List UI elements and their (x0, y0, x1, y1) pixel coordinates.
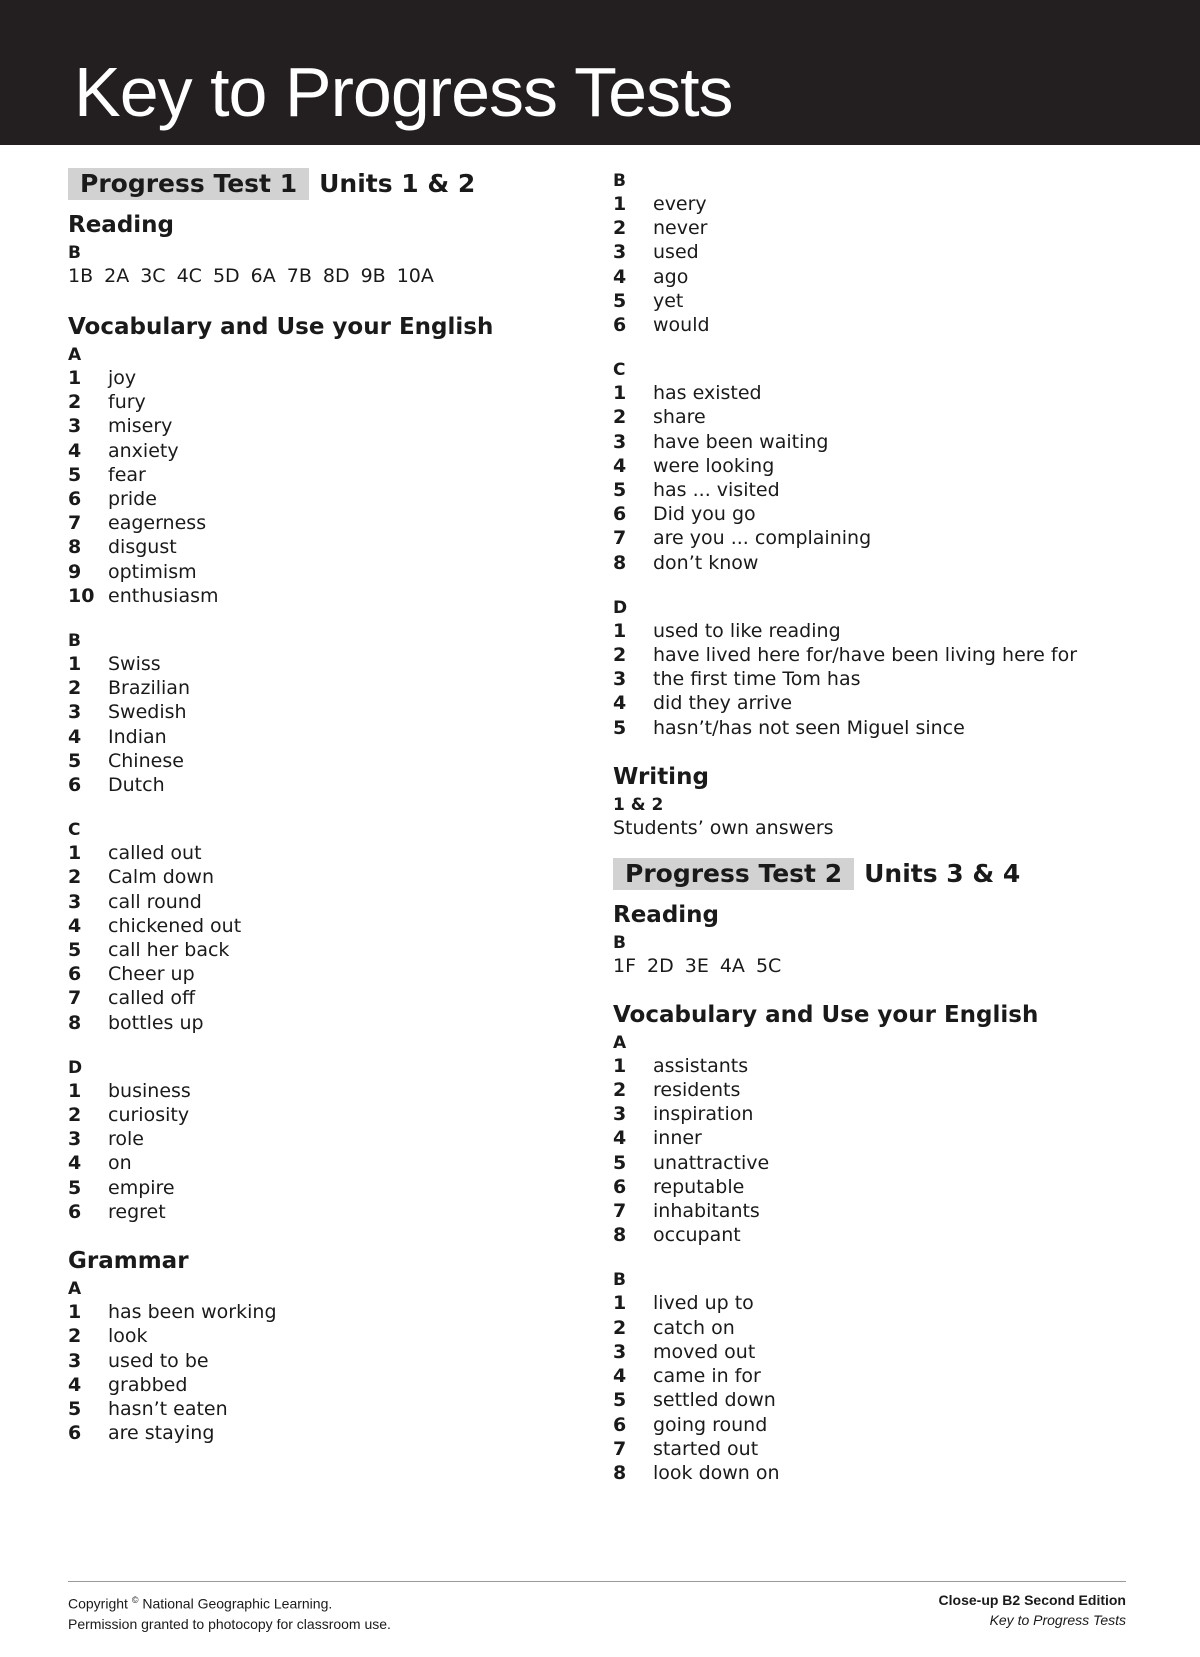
test1-grammar-b-list (613, 192, 1133, 337)
item-number: 10 (68, 584, 95, 607)
item-answer: Cheer up (108, 963, 195, 986)
item-answer: called off (108, 987, 196, 1010)
item-answer: disgust (108, 536, 177, 559)
list-item (613, 1388, 1133, 1412)
item-answer: misery (108, 415, 173, 438)
item-answer: hasn’t/has not seen Miguel since (653, 716, 965, 739)
item-number: 4 (613, 265, 627, 288)
item-number: 7 (68, 987, 82, 1010)
item-number: 3 (613, 430, 627, 453)
test1-writing-sub: 1 & 2 (613, 794, 664, 815)
item-number: 3 (613, 668, 627, 691)
item-number: 2 (68, 391, 82, 414)
answer-item: 1F (613, 954, 637, 977)
item-number: 5 (68, 749, 82, 772)
list-item (613, 1291, 1133, 1315)
item-answer: on (108, 1152, 132, 1175)
item-number: 6 (68, 1200, 82, 1223)
item-answer: moved out (653, 1340, 756, 1363)
item-number: 7 (613, 1437, 627, 1460)
item-number: 7 (613, 527, 627, 550)
list-item (613, 1437, 1133, 1461)
item-number: 2 (613, 1079, 627, 1102)
item-answer: were looking (653, 454, 775, 477)
list-item (68, 560, 588, 584)
item-number: 1 (613, 1054, 627, 1077)
item-number: 3 (68, 701, 82, 724)
item-answer: fury (108, 391, 146, 414)
item-number: 1 (68, 1079, 82, 1102)
list-item (68, 1200, 588, 1224)
item-answer: would (653, 314, 710, 337)
item-number: 3 (613, 1340, 627, 1363)
list-item (613, 265, 1133, 289)
item-answer: chickened out (108, 914, 242, 937)
test1-vocab-b-label: B (68, 631, 81, 652)
item-number: 2 (613, 644, 627, 667)
item-number: 6 (68, 1422, 82, 1445)
list-item (68, 890, 588, 914)
list-item (613, 526, 1133, 550)
test1-reading-sub: B (68, 243, 81, 263)
list-item (613, 716, 1133, 740)
list-item (68, 463, 588, 487)
item-answer: used to like reading (653, 619, 841, 642)
item-answer: Chinese (108, 749, 184, 772)
item-number: 3 (68, 890, 82, 913)
item-answer: eagerness (108, 512, 207, 535)
item-answer: anxiety (108, 439, 179, 462)
item-number: 8 (613, 1224, 627, 1247)
item-answer: Dutch (108, 774, 165, 797)
item-number: 2 (613, 406, 627, 429)
item-number: 2 (613, 217, 627, 240)
item-answer: has been working (108, 1301, 277, 1324)
list-item (613, 454, 1133, 478)
list-item (68, 1127, 588, 1151)
list-item (613, 1078, 1133, 1102)
copyright-line (68, 1590, 391, 1614)
test1-grammar-c-list (613, 381, 1133, 575)
item-number: 5 (613, 289, 627, 312)
list-item (68, 676, 588, 700)
test2-header (613, 858, 1133, 890)
list-item (68, 1421, 588, 1445)
item-answer: assistants (653, 1054, 749, 1077)
list-item (68, 439, 588, 463)
list-item (613, 1054, 1133, 1078)
item-number: 4 (613, 454, 627, 477)
item-answer: lived up to (653, 1292, 754, 1315)
item-number: 3 (68, 1349, 82, 1372)
list-item (68, 1324, 588, 1348)
item-number: 1 (68, 367, 82, 389)
item-number: 1 (68, 1301, 82, 1324)
list-item (68, 1373, 588, 1397)
item-answer: Indian (108, 725, 167, 748)
test1-reading-heading: Reading (68, 212, 175, 238)
item-number: 1 (68, 653, 82, 676)
item-answer: did they arrive (653, 692, 793, 715)
footer-copyright (68, 1590, 391, 1634)
answer-item: 5C (755, 954, 782, 977)
item-answer: fear (108, 463, 146, 486)
list-item (68, 652, 588, 676)
item-answer: Did you go (653, 503, 756, 526)
item-answer: have been waiting (653, 430, 829, 453)
item-answer: look (108, 1325, 148, 1348)
test1-vocab-a-label: A (68, 345, 82, 365)
item-number: 5 (68, 939, 82, 962)
item-answer: look down on (653, 1461, 780, 1484)
list-item (68, 725, 588, 749)
item-number: 5 (68, 1397, 82, 1420)
item-answer: Swedish (108, 701, 187, 724)
item-number: 2 (68, 677, 82, 700)
list-item (68, 700, 588, 724)
test2-vocab-b-label: B (613, 1270, 626, 1291)
test1-grammar-d-label: D (613, 597, 628, 618)
answer-item: 3C (140, 265, 166, 287)
item-answer: settled down (653, 1389, 776, 1412)
item-number: 6 (613, 314, 627, 337)
list-item (68, 390, 588, 414)
item-answer: used (653, 241, 699, 264)
list-item (613, 1126, 1133, 1150)
item-answer: Swiss (108, 653, 161, 676)
answer-item: 9B (360, 265, 386, 287)
item-number: 4 (613, 1127, 627, 1150)
list-item (68, 1176, 588, 1200)
item-number: 1 (68, 842, 82, 865)
item-answer: call round (108, 890, 202, 913)
test1-vocab-c-list (68, 841, 588, 1035)
item-answer: has ... visited (653, 479, 780, 502)
copyright-post: National Geographic Learning. (138, 1595, 333, 1612)
item-number: 6 (613, 1175, 627, 1198)
item-answer: are staying (108, 1422, 215, 1445)
item-answer: don’t know (653, 551, 759, 574)
test1-vocab-b-list (68, 652, 588, 797)
list-item (68, 535, 588, 559)
item-answer: has existed (653, 382, 762, 405)
test1-label: Progress Test 1 (68, 168, 309, 200)
test1-grammar-a-list (68, 1300, 588, 1445)
list-item (68, 841, 588, 865)
list-item (613, 1175, 1133, 1199)
doc-title-line: Key to Progress Tests (989, 1612, 1126, 1628)
list-item (613, 289, 1133, 313)
list-item (613, 1413, 1133, 1437)
item-number: 7 (68, 512, 82, 535)
item-number: 5 (613, 1389, 627, 1412)
left-column (68, 168, 588, 1445)
list-item (613, 192, 1133, 216)
item-answer: the first time Tom has (653, 668, 861, 691)
list-item (68, 914, 588, 938)
item-answer: bottles up (108, 1011, 204, 1034)
answer-item: 8D (322, 265, 350, 287)
item-answer: catch on (653, 1316, 735, 1339)
item-number: 8 (613, 551, 627, 574)
item-answer: occupant (653, 1224, 741, 1247)
permission-line: Permission granted to photocopy for classroom use. (68, 1615, 391, 1632)
item-answer: role (108, 1128, 144, 1151)
item-answer: unattractive (653, 1151, 770, 1174)
list-item (613, 1316, 1133, 1340)
test1-header (68, 168, 588, 200)
list-item (68, 1011, 588, 1035)
item-answer: are you ... complaining (653, 527, 872, 550)
item-answer: called out (108, 842, 202, 865)
test2-reading-heading: Reading (613, 901, 720, 928)
list-item (68, 511, 588, 535)
answer-item: 5D (212, 265, 240, 287)
list-item (68, 1397, 588, 1421)
list-item (68, 938, 588, 962)
item-number: 1 (613, 1292, 627, 1315)
item-answer: never (653, 217, 708, 240)
test1-grammar-d-list (613, 619, 1133, 740)
list-item (613, 1102, 1133, 1126)
test1-grammar-heading: Grammar (68, 1248, 189, 1275)
list-item (68, 986, 588, 1010)
test1-writing-heading: Writing (613, 763, 709, 790)
title-banner (0, 0, 1200, 145)
item-number: 6 (68, 774, 82, 797)
list-item (613, 667, 1133, 691)
item-number: 6 (613, 503, 627, 526)
item-number: 8 (68, 1011, 82, 1034)
item-number: 2 (68, 866, 82, 889)
item-number: 5 (68, 463, 82, 486)
item-answer: residents (653, 1079, 741, 1102)
list-item (613, 1461, 1133, 1485)
item-number: 4 (68, 439, 82, 462)
list-item (68, 865, 588, 889)
list-item (68, 584, 588, 608)
list-item (613, 619, 1133, 643)
test2-vocab-a-list (613, 1054, 1133, 1248)
list-item (613, 1340, 1133, 1364)
list-item (613, 313, 1133, 337)
answer-item: 2A (104, 265, 130, 287)
item-number: 9 (68, 560, 82, 583)
test2-reading-answers (613, 954, 1133, 978)
item-number: 4 (613, 692, 627, 715)
test1-units: Units 1 & 2 (319, 169, 476, 198)
item-answer: every (653, 193, 707, 215)
list-item (613, 643, 1133, 667)
item-answer: regret (108, 1200, 166, 1223)
test1-grammar-c-label: C (613, 360, 626, 381)
item-answer: ago (653, 265, 689, 288)
list-item (613, 691, 1133, 715)
edition-line: Close-up B2 Second Edition (938, 1592, 1126, 1608)
list-item (68, 1079, 588, 1103)
list-item (613, 1151, 1133, 1175)
list-item (613, 405, 1133, 429)
test2-vocab-b-list (613, 1291, 1133, 1485)
item-number: 8 (68, 536, 82, 559)
item-number: 4 (68, 1152, 82, 1175)
answer-item: 3E (684, 954, 709, 977)
item-number: 4 (68, 914, 82, 937)
answer-item: 4C (176, 265, 202, 287)
item-answer: Brazilian (108, 677, 190, 700)
item-answer: inspiration (653, 1103, 754, 1126)
item-answer: call her back (108, 939, 230, 962)
copyright-pre: Copyright (68, 1595, 132, 1612)
item-answer: started out (653, 1437, 759, 1460)
item-number: 3 (68, 1128, 82, 1151)
item-answer: business (108, 1079, 191, 1102)
list-item (68, 366, 588, 390)
list-item (68, 1300, 588, 1324)
item-answer: grabbed (108, 1373, 188, 1396)
item-answer: inhabitants (653, 1200, 760, 1223)
item-number: 5 (613, 479, 627, 502)
item-answer: inner (653, 1127, 702, 1150)
item-number: 2 (68, 1104, 82, 1127)
item-answer: came in for (653, 1365, 761, 1388)
item-answer: optimism (108, 560, 197, 583)
item-number: 4 (68, 725, 82, 748)
right-column (613, 170, 1133, 1485)
answer-item: 1B (68, 265, 94, 287)
item-answer: enthusiasm (108, 584, 219, 607)
item-number: 6 (68, 488, 82, 511)
list-item (68, 962, 588, 986)
list-item (68, 414, 588, 438)
item-number: 3 (613, 1103, 627, 1126)
list-item (613, 1199, 1133, 1223)
item-number: 7 (613, 1200, 627, 1223)
answer-item: 7B (286, 265, 312, 287)
item-number: 4 (613, 1365, 627, 1388)
list-item (68, 1151, 588, 1175)
list-item (68, 1349, 588, 1373)
test1-vocab-heading: Vocabulary and Use your English (68, 314, 494, 340)
list-item (613, 502, 1133, 526)
item-answer: going round (653, 1413, 768, 1436)
test1-reading-answers (68, 264, 588, 288)
item-number: 3 (613, 241, 627, 264)
copyright-symbol: © (131, 1595, 139, 1605)
list-item (613, 430, 1133, 454)
item-number: 3 (68, 415, 82, 438)
list-item (68, 749, 588, 773)
item-number: 5 (68, 1176, 82, 1199)
answer-item: 2D (647, 954, 674, 977)
item-answer: used to be (108, 1349, 209, 1372)
item-answer: empire (108, 1176, 175, 1199)
item-number: 5 (613, 1151, 627, 1174)
item-answer: curiosity (108, 1104, 190, 1127)
answer-item: 4A (719, 954, 745, 977)
list-item (613, 240, 1133, 264)
item-answer: hasn’t eaten (108, 1397, 228, 1420)
answer-item: 6A (250, 265, 276, 287)
item-answer: share (653, 406, 706, 429)
footer-divider (68, 1581, 1126, 1582)
item-number: 1 (613, 382, 627, 405)
test1-grammar-a-label: A (68, 1279, 82, 1300)
test1-writing-text: Students’ own answers (613, 816, 834, 839)
item-answer: have lived here for/have been living here for (653, 644, 1078, 667)
test1-grammar-b-label: B (613, 171, 626, 191)
test2-reading-sub: B (613, 932, 626, 953)
test1-vocab-d-list (68, 1079, 588, 1224)
list-item (613, 478, 1133, 502)
test1-vocab-a-list (68, 366, 588, 608)
list-item (68, 773, 588, 797)
answer-item: 10A (396, 265, 434, 287)
item-answer: pride (108, 488, 157, 511)
item-number: 6 (68, 963, 82, 986)
list-item (613, 551, 1133, 575)
item-answer: Calm down (108, 866, 215, 889)
item-number: 2 (68, 1325, 82, 1348)
item-number: 1 (613, 619, 627, 642)
list-item (68, 1103, 588, 1127)
item-number: 2 (613, 1316, 627, 1339)
item-number: 8 (613, 1461, 627, 1484)
list-item (68, 487, 588, 511)
test1-vocab-d-label: D (68, 1057, 83, 1078)
test2-vocab-heading: Vocabulary and Use your English (613, 1001, 1039, 1028)
list-item (613, 1364, 1133, 1388)
list-item (613, 1223, 1133, 1247)
test1-vocab-c-label: C (68, 820, 81, 841)
test2-vocab-a-label: A (613, 1032, 627, 1053)
item-answer: reputable (653, 1175, 745, 1198)
item-number: 6 (613, 1413, 627, 1436)
list-item (613, 216, 1133, 240)
footer-edition (939, 1590, 1126, 1630)
item-number: 4 (68, 1373, 82, 1396)
item-number: 1 (613, 193, 627, 215)
item-answer: yet (653, 289, 684, 312)
item-answer: joy (108, 367, 137, 389)
test2-label: Progress Test 2 (613, 858, 854, 890)
list-item (613, 381, 1133, 405)
page-title: Key to Progress Tests (74, 53, 733, 131)
item-number: 5 (613, 716, 627, 739)
test2-units: Units 3 & 4 (864, 858, 1021, 888)
